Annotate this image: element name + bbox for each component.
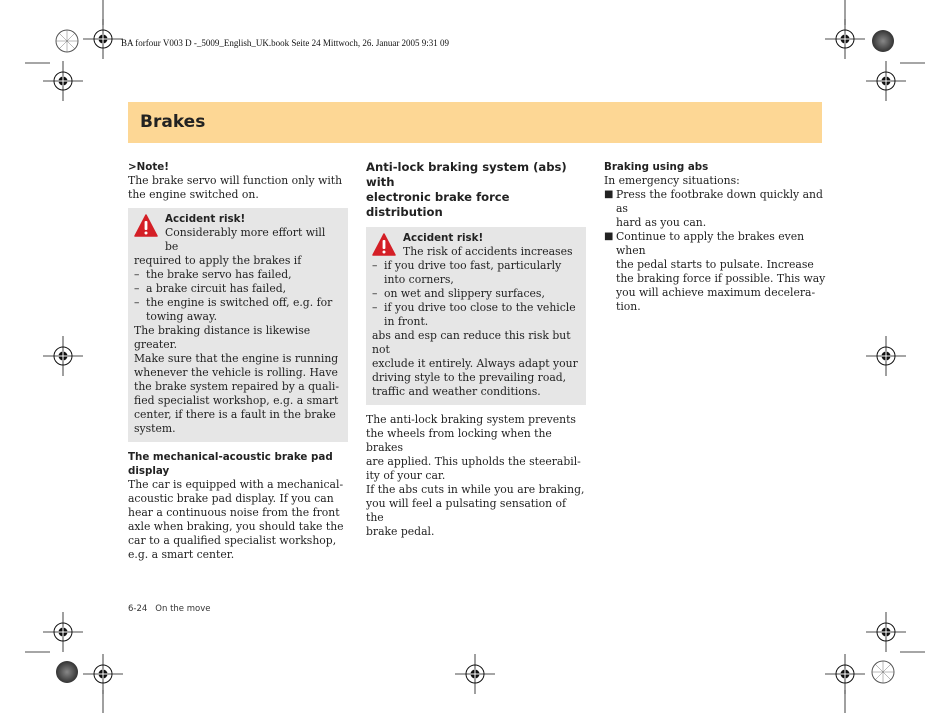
list-item: ■ Continue to apply the brakes even when the pedal starts to pulsate. Increase the braking force if possible. This way you will achieve maximum decelera- tion. xyxy=(604,230,826,313)
warning-box-brake-servo xyxy=(128,208,348,442)
list-item: – if you drive too fast, particularly into corners, xyxy=(372,259,562,286)
registration-mark-icon xyxy=(455,654,495,694)
section-text: The car is equipped with a mechanical- acoustic brake pad display. If you can hear a continuous noise from the front axle when braking, you should take the car to a qualified specialist workshop, e.g. a smart center. xyxy=(128,478,344,561)
warning-intro: The risk of accidents increases xyxy=(403,245,573,258)
crop-mark-icon xyxy=(56,30,78,52)
column-middle xyxy=(366,160,586,539)
warning-intro: Considerably more effort will be xyxy=(165,226,326,253)
registration-mark-icon xyxy=(866,612,906,652)
column-right xyxy=(604,160,826,314)
list-item: – the engine is switched off, e.g. for towing away. xyxy=(134,296,333,323)
warning-triangle-icon xyxy=(134,214,158,238)
warning-box-abs xyxy=(366,227,586,405)
column-left xyxy=(128,160,348,562)
list-item: – a brake circuit has failed, xyxy=(134,282,287,295)
warning-para: abs and esp can reduce this risk but not exclude it entirely. Always adapt your driving style to the prevailing road, traffic and weather conditions. xyxy=(372,329,578,398)
warning-intro-rest: required to apply the brakes if xyxy=(134,254,302,267)
warning-para: The braking distance is likewise greater. xyxy=(134,324,311,351)
registration-mark-icon xyxy=(825,654,865,694)
registration-mark-icon xyxy=(83,654,123,694)
warning-para: Make sure that the engine is running whenever the vehicle is rolling. Have the brake system repaired by a quali- fied specialist workshop, e.g. a smart center, if there is a fault in the brake system. xyxy=(134,352,339,435)
section-heading: Braking using abs xyxy=(604,161,709,173)
title-bar xyxy=(128,102,822,143)
note-heading: >Note! xyxy=(128,161,169,173)
list-item: ■ Press the footbrake down quickly and as hard as you can. xyxy=(604,188,823,229)
footer-section: On the move xyxy=(155,604,211,614)
body-text: The anti-lock braking system prevents the wheels from locking when the brakes are applied. This upholds the steerabil- ity of your car. xyxy=(366,413,581,482)
body-text: If the abs cuts in while you are braking, you will feel a pulsating sensation of the brake pedal. xyxy=(366,483,585,538)
registration-mark-icon xyxy=(43,61,83,101)
registration-mark-icon xyxy=(866,336,906,376)
list-item: – the brake servo has failed, xyxy=(134,268,292,281)
warning-heading: Accident risk! xyxy=(403,232,484,244)
note-text: The brake servo will function only with the engine switched on. xyxy=(128,174,343,201)
page-footer xyxy=(128,604,210,614)
list-item: – on wet and slippery surfaces, xyxy=(372,287,545,300)
page-number: 6-24 xyxy=(128,604,148,614)
registration-mark-icon xyxy=(866,61,906,101)
section-heading: Anti-lock braking system (abs) with electronic brake force distribution xyxy=(366,160,567,219)
registration-mark-icon xyxy=(43,336,83,376)
crop-mark-icon xyxy=(56,661,78,683)
warning-heading: Accident risk! xyxy=(165,213,246,225)
page-title: Brakes xyxy=(140,112,206,132)
section-heading: The mechanical-acoustic brake pad display xyxy=(128,451,333,477)
print-header: BA forfour V003 D -_5009_English_UK.book Seite 24 Mittwoch, 26. Januar 2005 9:31 09 xyxy=(121,38,450,48)
crop-mark-icon xyxy=(872,30,894,52)
body-text: In emergency situations: xyxy=(604,174,740,187)
registration-mark-icon xyxy=(43,612,83,652)
warning-triangle-icon xyxy=(372,233,396,257)
list-item: – if you drive too close to the vehicle in front. xyxy=(372,301,576,328)
